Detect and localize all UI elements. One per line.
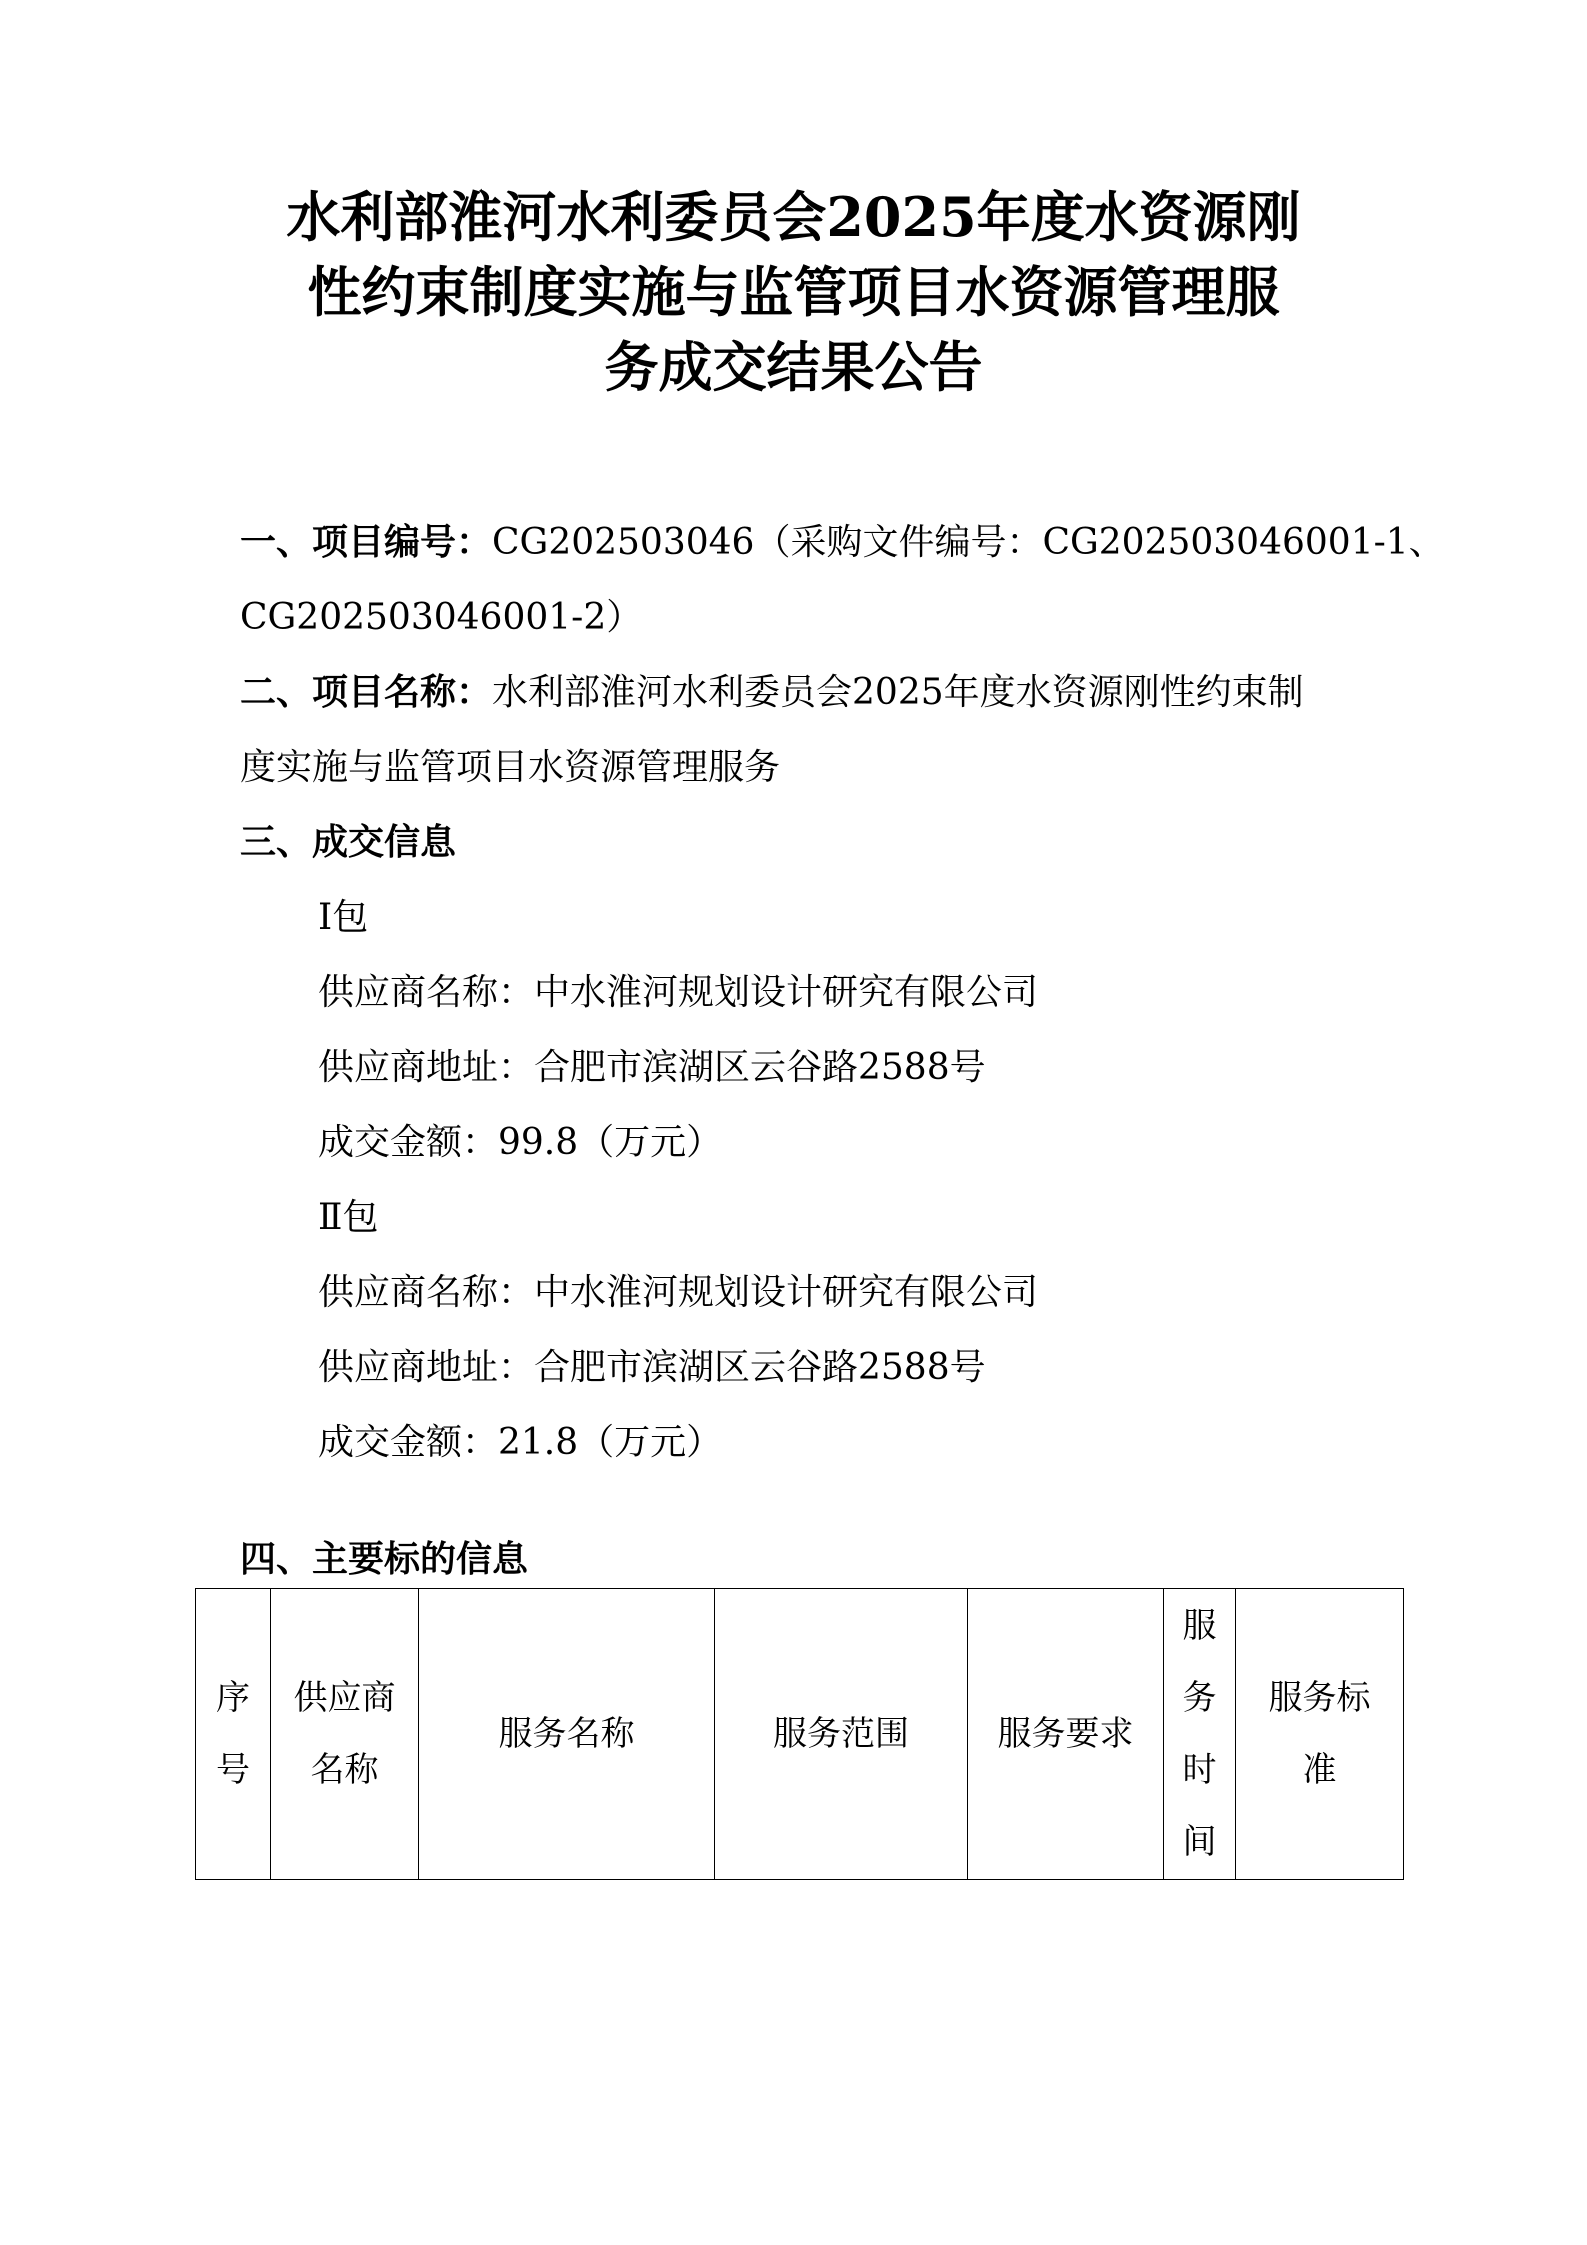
header-seq-line-1: 序 [216, 1678, 250, 1718]
header-supplier [271, 1589, 419, 1880]
title-line-1: 水利部淮河水利委员会2025年度水资源刚 [286, 185, 1301, 249]
package-1-label: Ⅰ包 [318, 897, 369, 938]
header-time-line-3: 时 [1182, 1750, 1217, 1790]
header-time-line-4: 间 [1182, 1822, 1217, 1862]
header-supplier-line-2: 名称 [310, 1750, 379, 1790]
deal-info-heading: 三、成交信息 [240, 822, 457, 863]
package-2-label: Ⅱ包 [318, 1197, 379, 1238]
project-number-line [240, 505, 1445, 580]
header-supplier-line-1: 供应商 [293, 1678, 396, 1718]
header-service-scope: 服务范围 [715, 1589, 968, 1880]
project-name-continued [240, 730, 1350, 805]
package-2-amount: 成交金额：21.8（万元） [318, 1422, 723, 1463]
project-number-value: CG202503046（采购文件编号：CG202503046001-1、 [492, 522, 1445, 563]
project-name-line [240, 655, 1350, 730]
subject-info-heading: 四、主要标的信息 [240, 1539, 529, 1580]
header-standard-line-1: 服务标 [1268, 1678, 1371, 1718]
package-2-supplier-address: 供应商地址：合肥市滨湖区云谷路2588号 [318, 1347, 986, 1388]
package-2-supplier-name: 供应商名称：中水淮河规划设计研究有限公司 [318, 1272, 1039, 1313]
package-1-supplier-name: 供应商名称：中水淮河规划设计研究有限公司 [318, 972, 1039, 1013]
package-1-amount: 成交金额：99.8（万元） [318, 1122, 723, 1163]
header-standard-line-2: 准 [1302, 1750, 1337, 1790]
page-title [180, 180, 1407, 405]
header-seq-line-2: 号 [216, 1750, 250, 1790]
subject-info-table [195, 1588, 1404, 1880]
project-name-value: 水利部淮河水利委员会2025年度水资源刚性约束制 [492, 672, 1304, 713]
subject-info-heading-line [240, 1522, 1350, 1597]
project-name-value-cont: 度实施与监管项目水资源管理服务 [240, 747, 781, 788]
deal-info-heading-line [240, 805, 1350, 880]
project-name-heading: 二、项目名称： [240, 672, 493, 713]
title-line-2: 性约束制度实施与监管项目水资源管理服 [307, 260, 1280, 324]
header-service-standard [1236, 1589, 1404, 1880]
header-time-line-1: 服 [1182, 1606, 1217, 1646]
header-service-time [1164, 1589, 1236, 1880]
project-number-heading: 一、项目编号： [240, 522, 493, 563]
package-1-supplier-address: 供应商地址：合肥市滨湖区云谷路2588号 [318, 1047, 986, 1088]
header-service-name: 服务名称 [419, 1589, 715, 1880]
project-number-continued [240, 580, 1350, 655]
header-time-line-2: 务 [1182, 1678, 1217, 1718]
header-seq [196, 1589, 271, 1880]
header-service-requirement: 服务要求 [968, 1589, 1164, 1880]
table-header-row [196, 1589, 1404, 1880]
title-line-3: 务成交结果公告 [604, 335, 983, 399]
project-number-value-cont: CG202503046001-2） [240, 597, 643, 638]
